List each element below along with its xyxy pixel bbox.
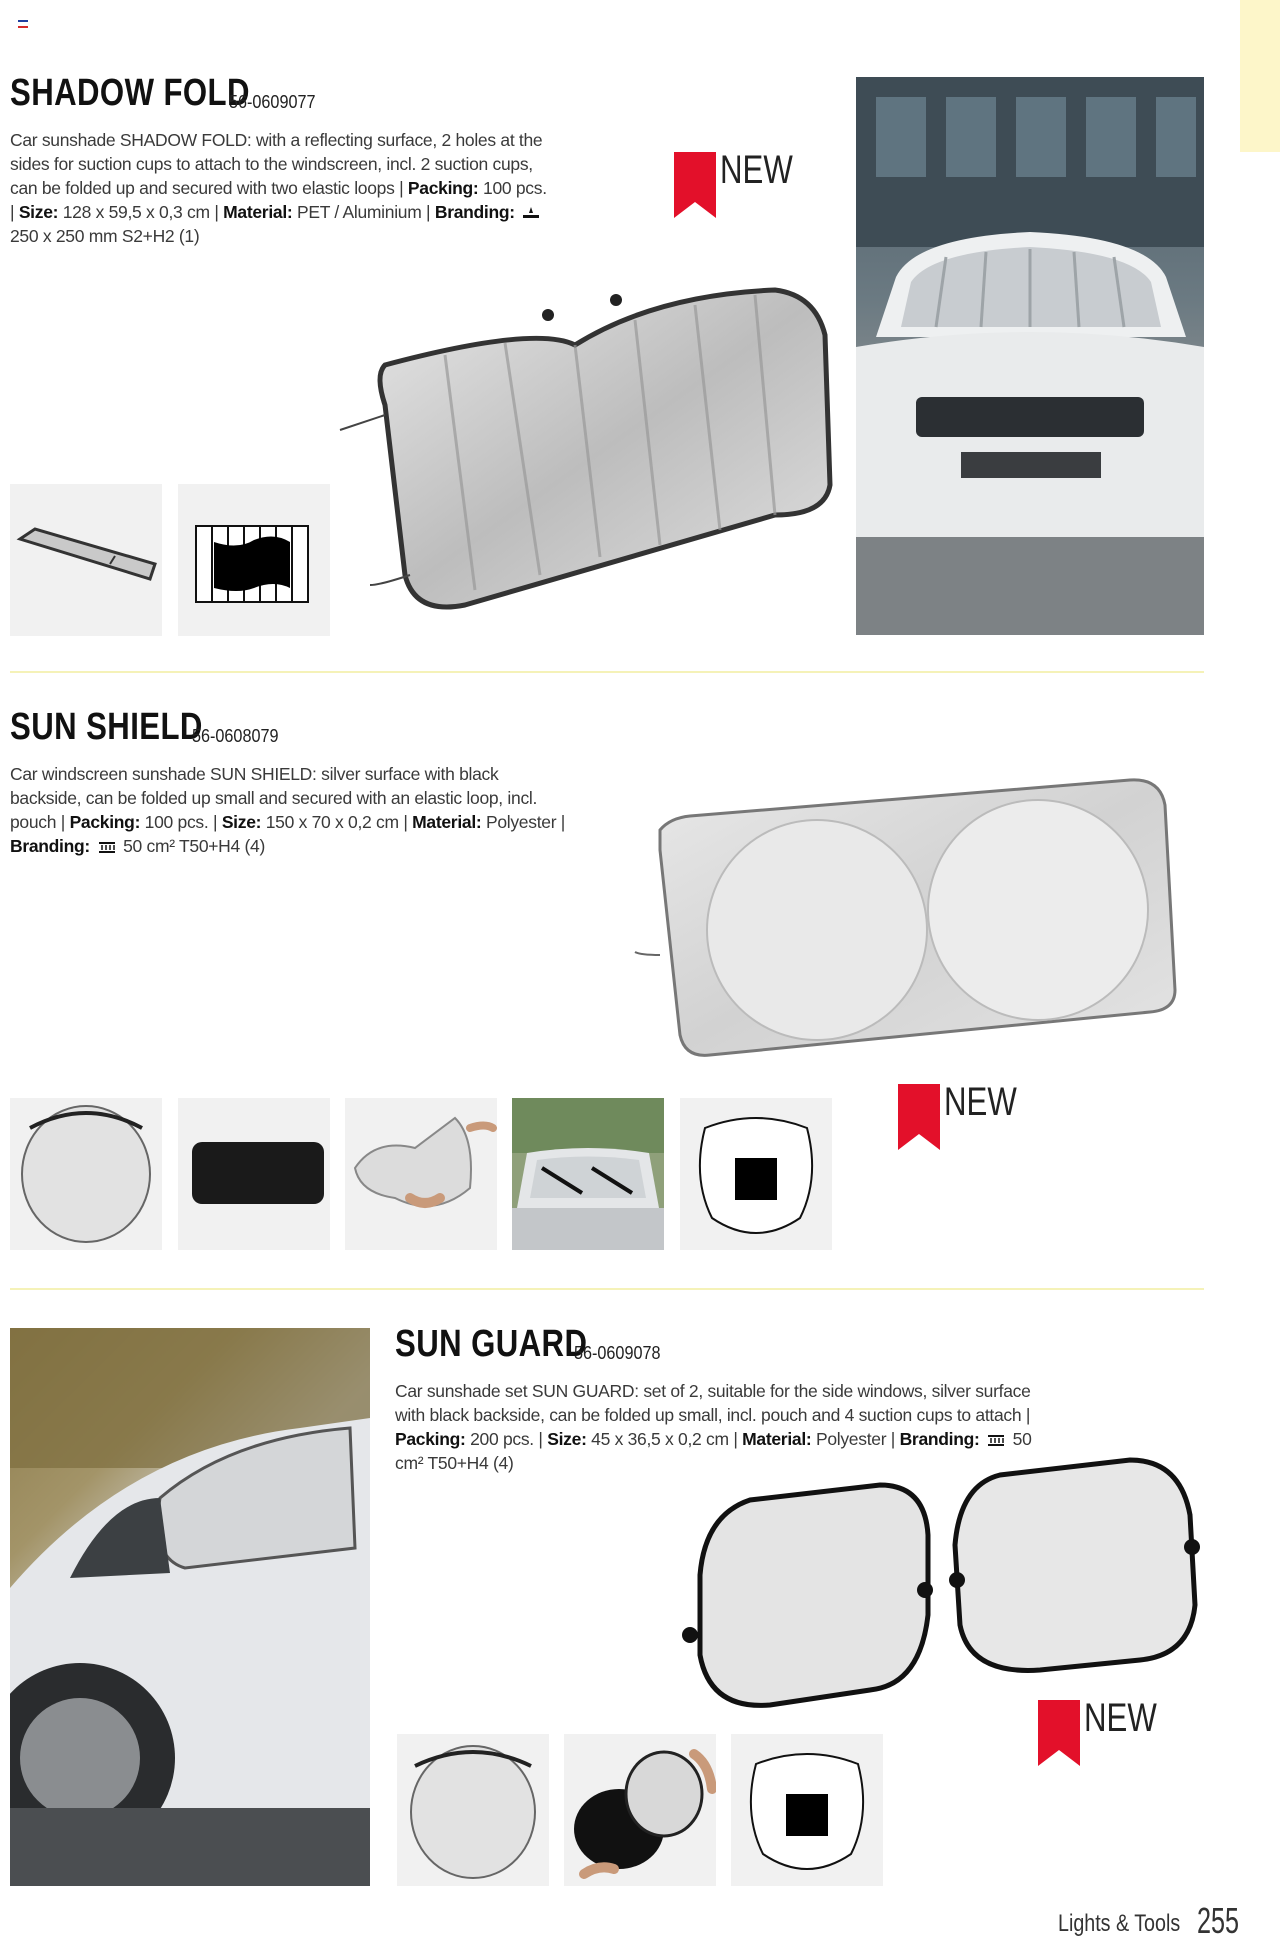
- new-badge: NEW: [674, 152, 813, 218]
- shadow-fold-product-image: [335, 285, 835, 615]
- product-description: Car sunshade set SUN GUARD: set of 2, suitable for the side windows, silver surface with black backside, can be folded up small, incl. pouch and 4 suction cups to attach | Packing: 200 pcs. | Size: 45 x 36,5 x 0,2 cm | Material: Polyester | Branding: 50 cm² T50+H4 (4): [395, 1381, 1032, 1473]
- print-area-icon: [178, 484, 330, 636]
- thumbnail-print-area: [731, 1734, 883, 1886]
- product-code: 56-0609078: [574, 1343, 661, 1363]
- rolled-sunshade-icon: [10, 484, 162, 636]
- product-description: Car windscreen sunshade SUN SHIELD: silver surface with black backside, can be folded up small and secured with an elastic loop, incl. pouch | Packing: 100 pcs. | Size: 150 x 70 x 0,2 cm | Material: Polyester | Branding: 50 cm² T50+H4 (4): [10, 764, 566, 856]
- folded-round-sunshade-icon: [10, 1098, 162, 1250]
- sun-shield-product-image: [630, 770, 1190, 1060]
- car-rear-windscreen-icon: [512, 1098, 664, 1250]
- thumbnail-rolled: [10, 484, 162, 636]
- folding-hands-icon: [345, 1098, 497, 1250]
- sun-guard-product-image: [680, 1455, 1210, 1715]
- page-number: 255: [1197, 1900, 1240, 1941]
- product-code: 56-0609077: [229, 92, 316, 112]
- section-divider: [10, 671, 1204, 673]
- thumbnail-black-backside: [178, 1098, 330, 1250]
- footer-section-label: Lights & Tools: [1058, 1910, 1181, 1937]
- thumbnail-folded-round: [397, 1734, 549, 1886]
- car-windscreen-photo: [856, 77, 1204, 635]
- screen-print-icon: [98, 841, 116, 853]
- flag-icon: [18, 20, 28, 27]
- thumbnail-folding-hands: [345, 1098, 497, 1250]
- thumbnail-car-windscreen: [512, 1098, 664, 1250]
- new-badge: NEW: [1038, 1700, 1177, 1766]
- thumbnail-folded-round: [10, 1098, 162, 1250]
- product-title: SUN GUARD: [395, 1323, 588, 1365]
- new-ribbon-icon: [898, 1084, 940, 1150]
- side-tab-marker: [1240, 0, 1280, 152]
- thumbnail-pouch-hands: [564, 1734, 716, 1886]
- car-front-illustration: [856, 77, 1204, 635]
- black-backside-icon: [178, 1098, 330, 1250]
- product-description: Car sunshade SHADOW FOLD: with a reflecting surface, 2 holes at the sides for suction cups to attach to the windscreen, incl. 2 suction cups, can be folded up and secured with two elastic loops | Packing: 100 pcs. | Size: 128 x 59,5 x 0,3 cm | Material: PET / Aluminium | Branding: 250 x 250 mm S2+H2 (1): [10, 130, 547, 246]
- screen-print-icon: [987, 1434, 1005, 1446]
- product-code: 56-0608079: [192, 726, 279, 746]
- new-ribbon-icon: [674, 152, 716, 218]
- thumbnail-print-area: [178, 484, 330, 636]
- print-area-icon: [731, 1734, 883, 1886]
- car-side-illustration: [10, 1328, 370, 1886]
- thumbnail-print-area: [680, 1098, 832, 1250]
- section-divider: [10, 1288, 1204, 1290]
- print-area-icon: [680, 1098, 832, 1250]
- product-title: SUN SHIELD: [10, 706, 203, 748]
- new-ribbon-icon: [1038, 1700, 1080, 1766]
- car-side-window-photo: [10, 1328, 370, 1886]
- laser-engraving-icon: [522, 207, 540, 219]
- product-title: SHADOW FOLD: [10, 72, 250, 114]
- pouch-hands-icon: [564, 1734, 716, 1886]
- folded-round-sunshade-icon: [397, 1734, 549, 1886]
- new-badge: NEW: [898, 1084, 1037, 1150]
